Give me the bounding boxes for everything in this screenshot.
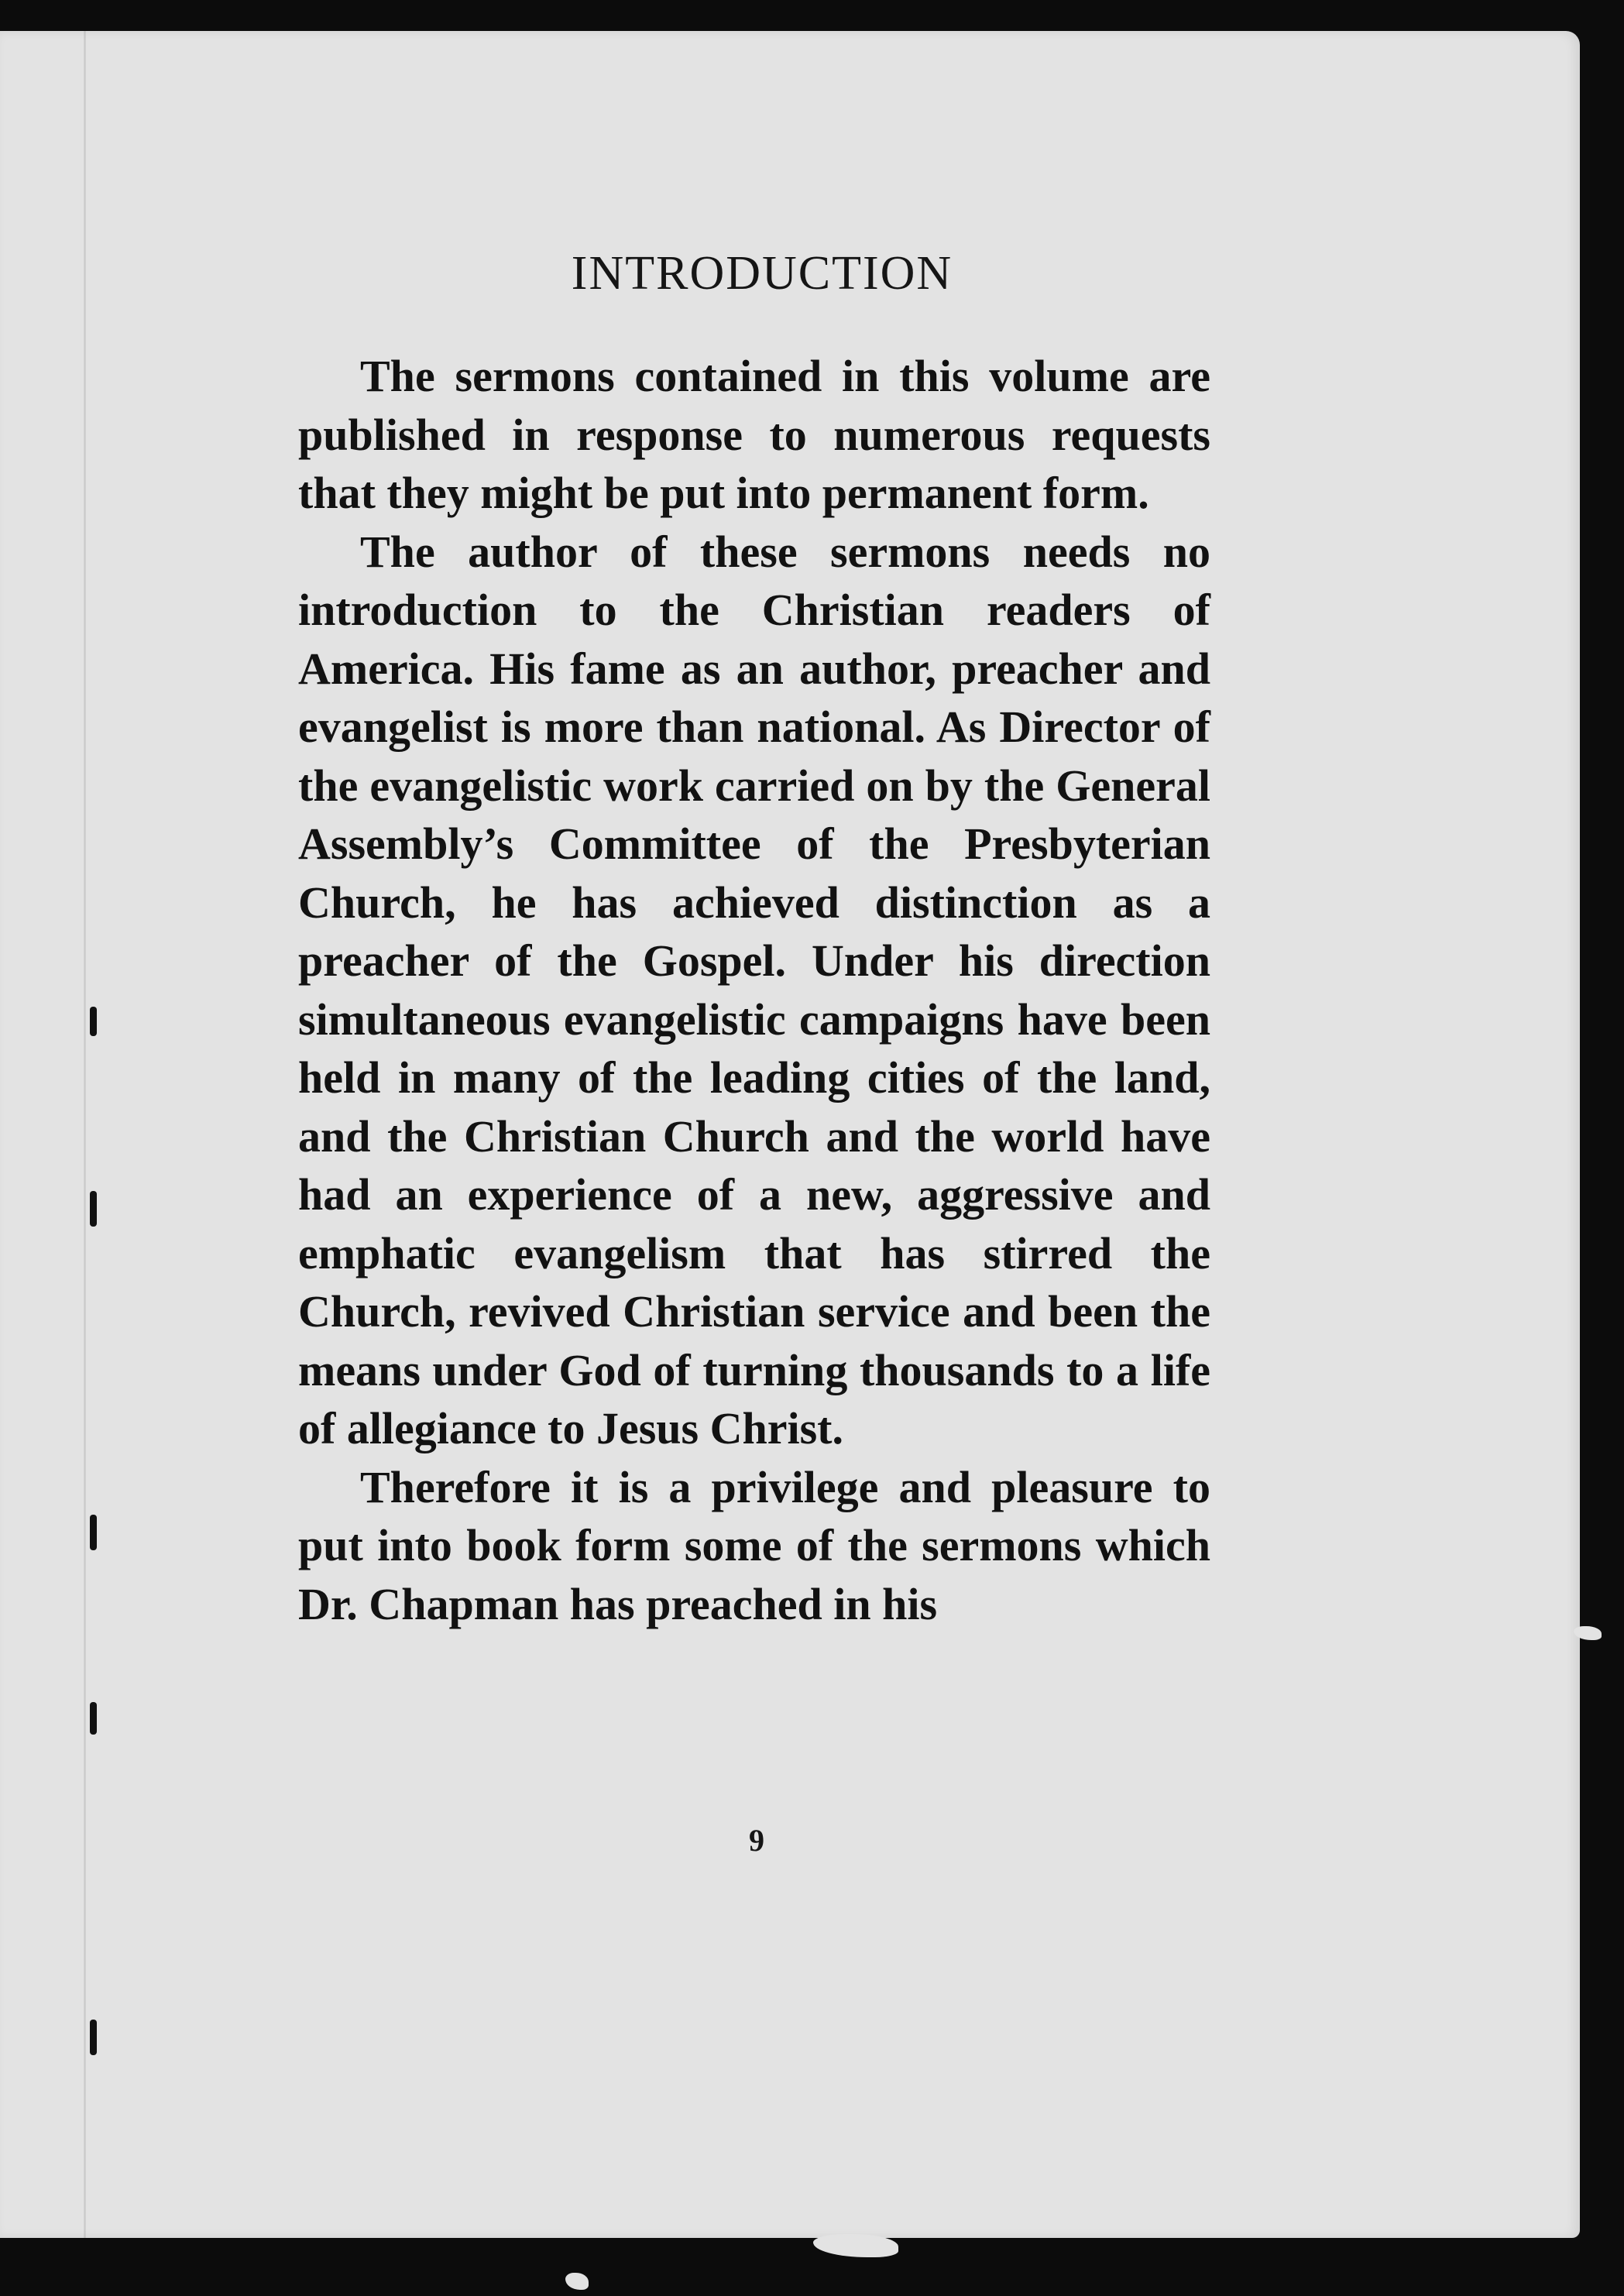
paragraph: The author of these sermons needs no introduction to the Christian readers of America. His fame as an author, preacher and evangelist is more than national. As Director of the evangelistic work carried on by the General Assembly’s Committee of the Presbyterian Church, he has achieved distinction as a preacher of the Gospel. Under his direction simultaneous evangelistic campaigns have been held in many of the leading cities of the land, and the Christian Church and the world have had an experience of a new, aggressive and emphatic evangelism that has stirred the Church, revived Christian service and been the means under God of turning thousands to a life of allegiance to Jesus Christ. xyxy=(298,526,1210,1453)
gutter-mark xyxy=(90,1515,97,1550)
gutter-mark xyxy=(90,1007,97,1036)
paragraph: The sermons contained in this volume are published in response to numerous requests that they might be put into permanent form. xyxy=(298,351,1210,518)
gutter-mark xyxy=(90,1702,97,1735)
gutter-mark xyxy=(90,1191,97,1227)
page-edge-flake xyxy=(565,2273,589,2290)
chapter-title: INTRODUCTION xyxy=(571,247,953,300)
paragraph: Therefore it is a privilege and pleasure to put into book form some of the sermons which Dr. Chapman has preached in his xyxy=(298,1461,1210,1629)
page-gutter xyxy=(84,31,86,2238)
body-text xyxy=(298,347,1210,1633)
page-number: 9 xyxy=(749,1823,764,1858)
page-edge-flake xyxy=(813,2234,898,2257)
gutter-mark xyxy=(90,2020,97,2055)
